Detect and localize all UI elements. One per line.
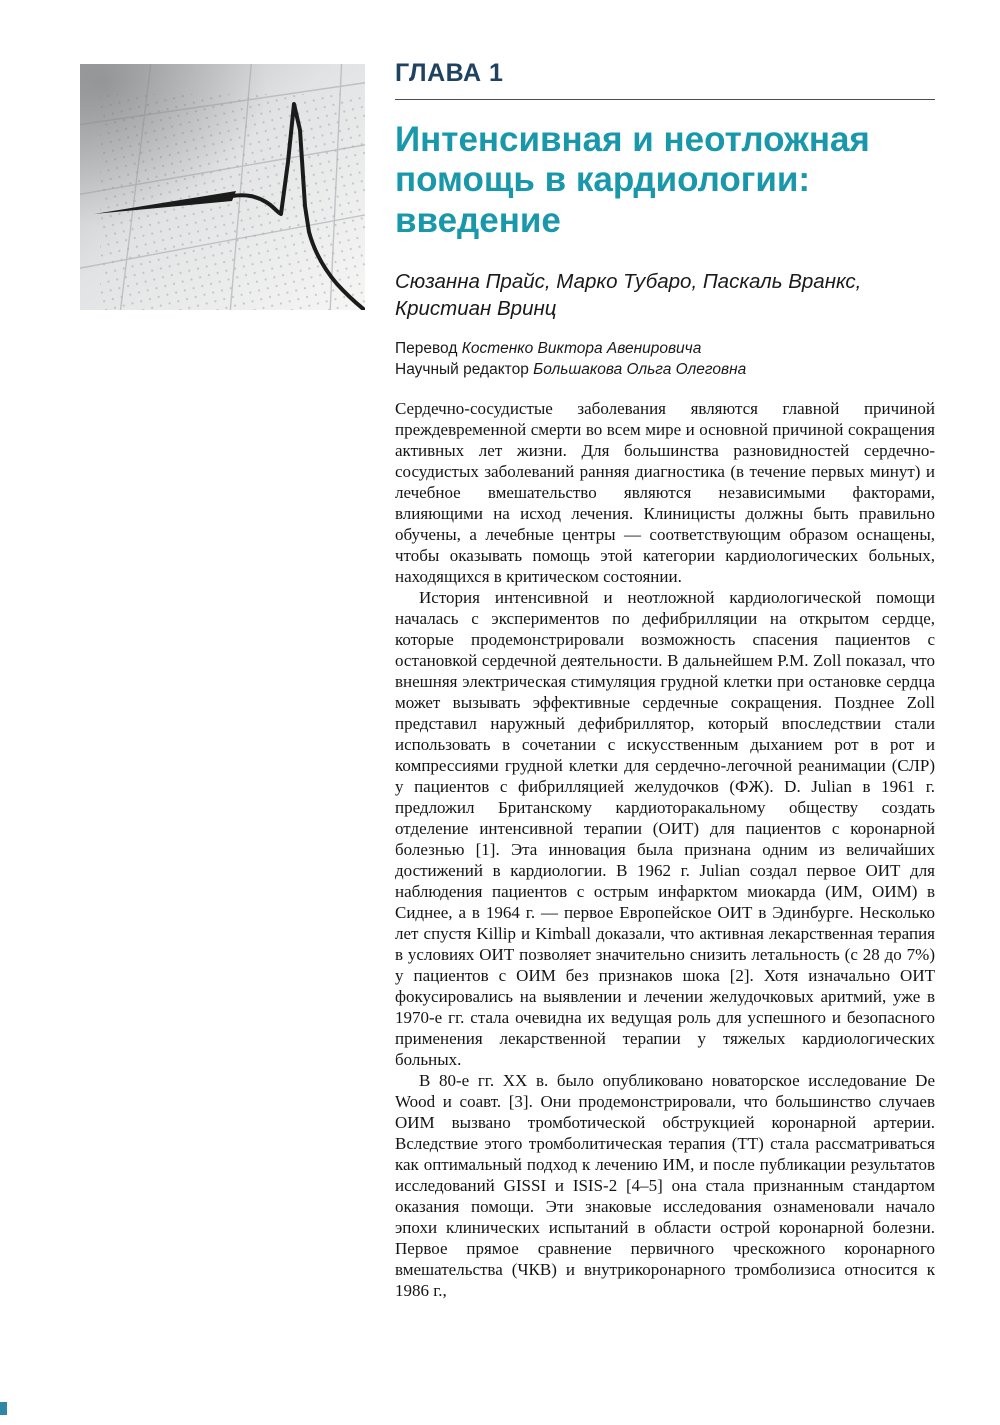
translation-label: Перевод: [395, 339, 458, 357]
chapter-label: ГЛАВА 1: [395, 59, 504, 87]
credits-block: [395, 338, 935, 381]
authors-line: Сюзанна Прайс, Марко Тубаро, Паскаль Вранкс, Кристиан Вринц: [395, 270, 862, 320]
paragraph-1: Сердечно-сосудистые заболевания являются главной причиной преждевременной смерти во всем мире и основной причиной сокращения активных лет жизни. Для большинства разновидностей сердечно-сосудистых заболеваний ранняя диагностика (в течение первых минут) и лечебное вмешательство являются независимыми факторами, влияющими на исход лечения. Клиницисты должны быть правильно обучены, а лечебные центры — соответствующим образом оснащены, чтобы оказывать помощь этой категории кардиологических больных, находящихся в критическом состоянии.: [395, 398, 935, 586]
paragraph-3: В 80-е гг. XX в. было опубликовано новаторское исследование De Wood и соавт. [3]. Они продемонстрировали, что большинство случаев ОИМ вызвано тромботической обструкцией коронарной артерии. Вследствие этого тромболитическая терапия (ТТ) стала рассматриваться как оптимальный подход к лечению ИМ, и после публикации результатов исследований GISSI и ISIS-2 [4–5] она стала признанным стандартом оказания помощи. Эти знаковые исследования ознаменовали начало эпохи клинических испытаний в области острой коронарной болезни. Первое прямое сравнение первичного чрескожного коронарного вмешательства (ЧКВ) и внутрикоронарного тромболизиса относится к 1986 г.,: [395, 1070, 935, 1300]
ecg-photo: [80, 64, 365, 310]
chapter-divider: [395, 99, 935, 100]
page-edge-mark: [0, 1402, 7, 1415]
editor-name: Большакова Ольга Олеговна: [533, 361, 747, 379]
editor-credit: [395, 359, 935, 380]
body-text: [395, 398, 935, 1301]
chapter-title: Интенсивная и неотложная помощь в кардиологии: введение: [395, 119, 870, 241]
paragraph-2: История интенсивной и неотложной кардиологической помощи началась с экспериментов по дефибрилляции на открытом сердце, которые продемонстрировали возможность спасения пациентов с остановкой сердечной деятельности. В дальнейшем P.M. Zoll показал, что внешняя электрическая стимуляция грудной клетки при остановке сердца может вызывать эффективные сердечные сокращения. Позднее Zoll представил наружный дефибриллятор, который впоследствии стали использовать в сочетании с искусственным дыханием рот в рот и компрессиями грудной клетки для сердечно-легочной реанимации (СЛР) у пациентов с фибрилляцией желудочков (ФЖ). D. Julian в 1961 г. предложил Британскому кардиоторакальному обществу создать отделение интенсивной терапии (ОИТ) для пациентов с коронарной болезнью [1]. Эта инновация была признана одним из величайших достижений в кардиологии. В 1962 г. Julian создал первое ОИТ для наблюдения пациентов с острым инфарктом миокарда (ИМ, ОИМ) в Сиднее, а в 1964 г. — первое Европейское ОИТ в Эдинбурге. Несколько лет спустя Killip и Kimball доказали, что активная лекарственная терапия в условиях ОИТ позволяет значительно снизить летальность (с 28 до 7%) у пациентов с ОИМ без признаков шока [2]. Хотя изначально ОИТ фокусировались на выявлении и лечении желудочковых аритмий, уже в 1970-е гг. стала очевидна их ведущая роль для успешного и безопасного применения лекарственной терапии у тяжелых кардиологических больных.: [395, 587, 935, 1069]
ecg-vignette: [80, 64, 365, 310]
translation-credit: [395, 338, 935, 359]
editor-label: Научный редактор: [395, 361, 529, 379]
ecg-trace-image: [80, 64, 365, 310]
translator-name: Костенко Виктора Авенировича: [461, 339, 702, 357]
content-column: [395, 60, 935, 1301]
